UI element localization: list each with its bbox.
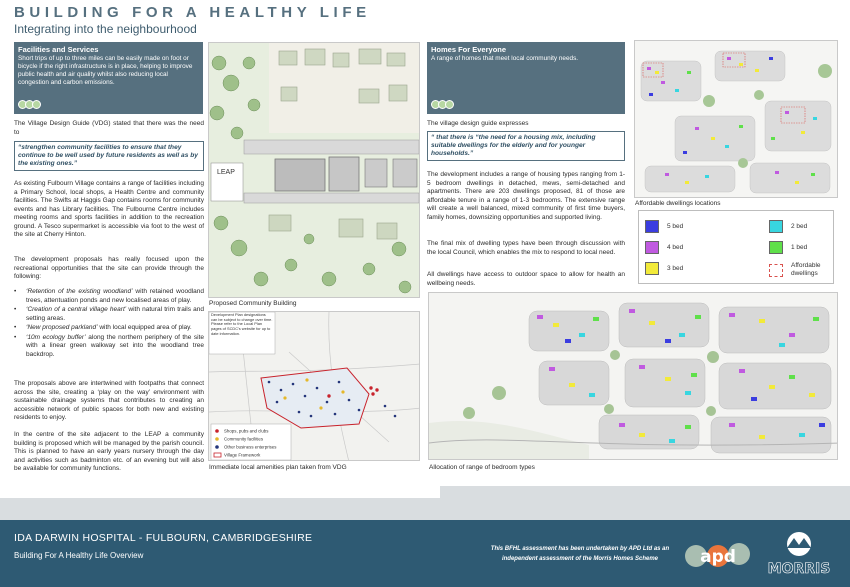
legend-item-2-bed: 2 bed — [769, 220, 807, 233]
swatch-4-bed — [645, 241, 659, 254]
legend-item-3-bed: 3 bed — [645, 262, 683, 275]
facilities-panel — [14, 42, 203, 114]
homes-title: Homes For Everyone — [431, 45, 507, 54]
outdoor-space-paragraph: All dwellings have access to outdoor space to allow for health an wellbeing needs. — [427, 271, 625, 287]
recreation-list — [14, 288, 204, 361]
site-plan-drawing — [209, 43, 420, 298]
recreation-paragraph: The development proposals has really focused upon the recreational opportunities that the site can provide through the following: — [14, 256, 204, 281]
legend-item-1-bed: 1 bed — [769, 241, 807, 254]
swatch-affordable — [769, 264, 783, 277]
legend-community-label: Community facilities — [224, 436, 264, 442]
page-title: BUILDING FOR A HEALTHY LIFE — [14, 4, 371, 21]
swatch-3-bed — [645, 262, 659, 275]
bedroom-caption: Allocation of range of bedroom types — [429, 464, 535, 471]
dwelling-mix-paragraph: The final mix of dwelling types have been through discussion with the local Council, which enables the mix to respond to local need. — [427, 240, 625, 256]
facilities-paragraph: As existing Fulbourn Village contains a range of facilities including a Primary School, local shops, a Health Centre and community facilities. The Swifts at Haggis Gap contains rooms for community events and has Library facilities. The Fulbourne Centre includes meeting rooms and sports facilities in addition to the recreation ground. A Tesco supermarket is accessible via foot to the west of the site at Cherry Hinton. — [14, 180, 204, 239]
homes-panel — [427, 42, 625, 114]
traffic-light-icon — [431, 100, 452, 109]
legend-framework-label: Village Framework — [224, 452, 261, 458]
apd-logo — [684, 534, 752, 574]
footpaths-paragraph: The proposals above are intertwined with footpaths that connect across the site, creating a ‘play on the way’ environment with sustainable drainage systems that contributes to creating an accessible network of public spaces for both new and existing residents to enjoy. — [14, 380, 204, 422]
amenities-note: Development Plan designations can be subject to change over time. Please refer to the Local Plan pages of SCDC's website for up to date information. — [211, 313, 273, 336]
legend-community-dot — [215, 437, 219, 441]
legend-shops-label: Shops, pubs and clubs — [224, 428, 269, 434]
footer-banner — [0, 520, 850, 587]
legend-shops-dot — [215, 429, 219, 433]
list-item: • ‘Retention of the existing woodland’ with retained woodland trees, attentuation ponds and new localised areas of play. — [14, 288, 204, 305]
design-guide-intro: The village design guide expresses — [427, 120, 529, 127]
plan-caption: Proposed Community Building — [209, 300, 297, 307]
list-item: • ‘10m ecology buffer’ along the northern periphery of the site with a linear green walkway set into the woodland tree backdrop. — [14, 334, 204, 360]
swatch-2-bed — [769, 220, 783, 233]
amenities-plan — [208, 311, 420, 461]
morris-logo-text: MORRIS — [767, 561, 831, 577]
affordable-caption: Affordable dwellings locations — [635, 200, 721, 207]
amenities-caption: Immediate local amenities plan taken from VDG — [209, 464, 347, 471]
bedroom-map-drawing — [429, 293, 838, 460]
homes-text: A range of homes that meet local community needs. — [431, 55, 579, 62]
facilities-text: Short trips of up to three miles can be easily made on foot or bicycle if the right infrastructure is in place, helping to improve public health and air quality whilst also reducing local congestion and carbon emissions. — [18, 55, 193, 87]
footer-note: This BFHL assessment has been undertaken by APD Ltd as an independent assessment of the Morris Homes Scheme — [490, 546, 670, 562]
vdg-intro: The Village Design Guide (VDG) stated that there was the need to — [14, 120, 204, 136]
vdg-quote: “strengthen community facilities to ensure that they continue to be well used by future residents as well as by the existing ones.” — [14, 141, 204, 171]
footer-subtitle: Building For A Healthy Life Overview — [14, 551, 144, 560]
apd-logo-text: apd — [700, 547, 736, 567]
affordable-legend — [638, 210, 834, 284]
list-item: • ‘Creation of a central village heart’ with natural trim trails and setting areas. — [14, 306, 204, 323]
housing-types-paragraph: The development includes a range of housing types ranging from 1-5 bedroom dwellings in detached, mews, semi-detached and apartments. There are 203 dwellings proposed, 81 of those are affordable tenure in a range of 1-3 bedrooms. The extensive range will create a well balanced, mixed community of first time buyers, family homes, downsizing opportunities and supported living. — [427, 171, 625, 221]
morris-logo — [764, 530, 834, 582]
legend-item-5-bed: 5 bed — [645, 220, 683, 233]
affordable-dwellings-map — [634, 40, 838, 198]
footer-title: IDA DARWIN HOSPITAL - FULBOURN, CAMBRIDGESHIRE — [14, 532, 313, 544]
housing-mix-quote: “ that there is “the need for a housing mix, including suitable dwellings for the elderly and for younger households.” — [427, 131, 625, 161]
page-subtitle: Integrating into the neighbourhood — [14, 22, 197, 36]
legend-business-dot — [215, 445, 219, 449]
traffic-light-icon — [18, 100, 39, 109]
bedroom-allocation-map — [428, 292, 838, 460]
community-building-paragraph: In the centre of the site adjacent to the LEAP a community building is proposed which will be managed by the parish council. This is planned to have an early years nursery through the day and activities such as badminton etc. of an evening but will also be available for community functions. — [14, 431, 204, 473]
affordable-map-drawing — [635, 41, 838, 198]
leap-label: LEAP — [217, 169, 235, 176]
legend-item-4-bed: 4 bed — [645, 241, 683, 254]
facilities-title: Facilities and Services — [18, 45, 99, 54]
community-building-plan — [208, 42, 420, 298]
amenities-map — [209, 312, 420, 461]
legend-business-label: Other business enterprises — [224, 444, 277, 450]
swatch-1-bed — [769, 241, 783, 254]
swatch-5-bed — [645, 220, 659, 233]
legend-item-affordable: Affordable dwellings — [769, 262, 829, 278]
list-item: • ‘New proposed parkland’ with local equipped area of play. — [14, 324, 204, 333]
footer-wedge — [0, 482, 850, 522]
